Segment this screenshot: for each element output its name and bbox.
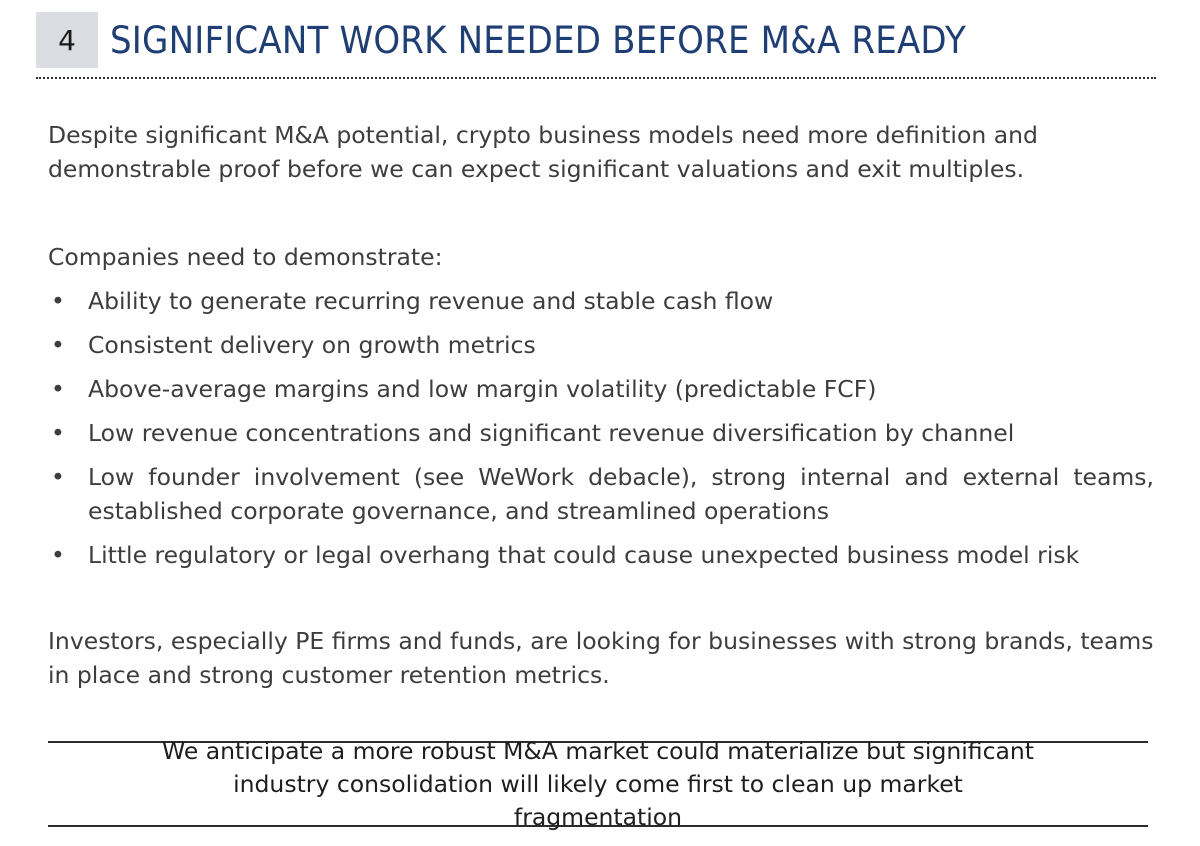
list-item: [48, 416, 1154, 450]
intro-paragraph: Despite significant M&A potential, crypto business models need more definition and demonstrable proof before we can expect significant valuations and exit multiples.: [48, 121, 1038, 183]
dotted-divider: [36, 77, 1156, 79]
section-number: 4: [36, 12, 98, 68]
requirements-list: [48, 284, 1154, 582]
list-item: [48, 538, 1154, 572]
list-item-text: Above-average margins and low margin volatility (predictable FCF): [88, 375, 877, 403]
bullet-icon: •: [51, 463, 65, 491]
bullet-icon: •: [51, 287, 65, 315]
list-item-text: Ability to generate recurring revenue and stable cash flow: [88, 287, 774, 315]
section-header: [36, 12, 1040, 68]
callout-box: [48, 736, 1148, 831]
list-item-text: Consistent delivery on growth metrics: [88, 331, 536, 359]
list-item: [48, 372, 1154, 406]
bullet-icon: •: [51, 375, 65, 403]
list-item-text: Low founder involvement (see WeWork debacle), strong internal and external teams, established corporate governance, and streamlined operations: [88, 463, 1154, 525]
page-title: SIGNIFICANT WORK NEEDED BEFORE M&A READY: [110, 18, 966, 62]
list-item: [48, 460, 1154, 528]
list-item-text: Little regulatory or legal overhang that could cause unexpected business model risk: [88, 541, 1080, 569]
bullet-icon: •: [51, 541, 65, 569]
list-item-text: Low revenue concentrations and significant revenue diversification by channel: [88, 419, 1015, 447]
list-lead: Companies need to demonstrate:: [48, 243, 443, 271]
list-item: [48, 284, 1154, 318]
bullet-icon: •: [51, 331, 65, 359]
bullet-icon: •: [51, 419, 65, 447]
list-item: [48, 328, 1154, 362]
investors-paragraph: Investors, especially PE firms and funds, are looking for businesses with strong brands, teams in place and strong customer retention metrics.: [48, 627, 1154, 689]
callout-text: We anticipate a more robust M&A market could materialize but significant industry consolidation will likely come first to clean up market fragmentation: [161, 736, 1035, 831]
